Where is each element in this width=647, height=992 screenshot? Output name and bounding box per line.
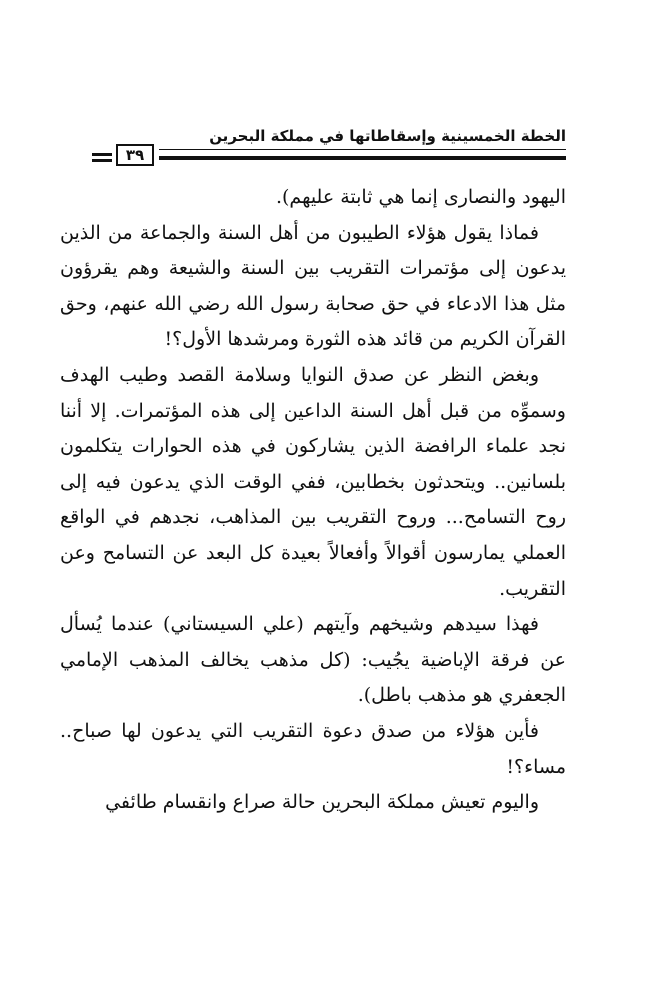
header-ornament-line	[92, 153, 112, 156]
running-head	[92, 126, 566, 166]
paragraph: وبغض النظر عن صدق النوايا وسلامة القصد وطيب الهدف وسموِّه من قبل أهل السنة الداعين إلى هذه المؤتمرات. إلا أننا نجد علماء الرافضة الذين يشاركون في هذه الحوارات يتكلمون بلسانين.. ويتحدثون بخطابين، ففي الوقت الذي يدعون فيه إلى روح التسامح... وروح التقريب بين المذاهب، نجدهم في الواقع العملي يمارسون أقوالاً وأفعالاً بعيدة كل البعد عن التسامح وعن التقريب.	[60, 363, 566, 600]
header-rule-thin	[159, 149, 566, 150]
paragraph: اليهود والنصارى إنما هي ثابتة عليهم).	[275, 186, 566, 208]
header-ornament-line	[92, 159, 112, 162]
header-rule-thick	[159, 156, 566, 160]
paragraph: فهذا سيدهم وشيخهم وآيتهم (علي السيستاني) عندما يُسأل عن فرقة الإباضية يجُيب: (كل مذهب يخالف المذهب الإمامي الجعفري هو مذهب باطل).	[60, 613, 566, 707]
paragraph: واليوم تعيش مملكة البحرين حالة صراع وانقسام طائفي	[105, 791, 539, 814]
paragraph: فماذا يقول هؤلاء الطيبون من أهل السنة والجماعة من الذين يدعون إلى مؤتمرات التقريب بين السنة والشيعة وهم يقرؤون مثل هذا الادعاء في حق صحابة رسول الله رضي الله عنهم، وحق القرآن الكريم من قائد هذه الثورة ومرشدها الأول؟!	[60, 221, 566, 351]
paragraph: فأين هؤلاء من صدق دعوة التقريب التي يدعون لها صباح.. مساء؟!	[60, 719, 566, 778]
page-number: ٣٩	[116, 144, 154, 166]
running-title: الخطة الخمسينية وإسقاطاتها في مملكة البحرين	[209, 127, 566, 145]
body-text	[60, 180, 566, 821]
